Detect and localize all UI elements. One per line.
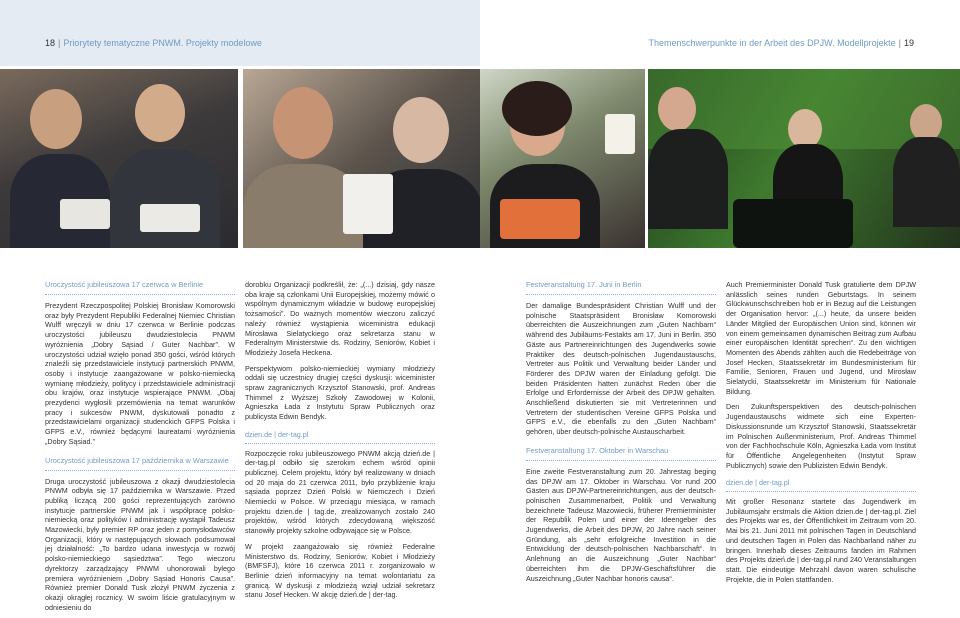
column-3 [526,280,716,589]
heading-berlin-pl: Uroczystość jubileuszowa 17 czerwca w Berlinie [45,280,235,295]
paragraph: Eine zweite Festveranstaltung zum 20. Jahrestag beging das DPJW am 17. Oktober in Warschau. Vor rund 200 Gästen aus DPJW-Partnereinrichtungen, aus der deutsch-polnischen Zusammenarbeit, Politik und Verwaltung bezeichnete Tadeusz Mazowiecki, früherer Premierminister der Republik Polen und einer der Ideengeber des Jugendwerks, die Arbeit des DPJW, 20 Jahre nach seiner Gründung, als „sehr erfolgreiche Investition in die Entwicklung der deutsch-polnischen Nachbarschaft“. In Anlehnung an die Auszeichnung „Guter Nachbar“ überreichten ihm die DPJW-Geschäftsführer die Auszeichnung „Guter Nachbar honoris causa“. [526,466,716,583]
right-page-number: Themenschwerpunkte in der Arbeit des DPJW. Modellprojekte | 19 [648,38,914,48]
paragraph: Mit großer Resonanz startete das Jugendwerk im Jubiläumsjahr erstmals die Aktion dzien.de | der-tag.pl. Ziel des Projekts war es, der Öffentlichkeit im Zeitraum vom 20. Mai bis 21. Juni 2011 mit polnischen Tagen in Deutschland und deutschen Tagen in Polen das Nachbarland näher zu bringen. Innerhalb dieses Zeitraums fanden im Rahmen des Projekts dzień.de | der-tag.pl rund 240 Veranstaltungen statt. Die eindeutige Mehrzahl davon waren schulische Projekte, die in Polen stattfanden. [726,497,916,584]
link-dzien-de[interactable]: dzien.de | der-tag.pl [245,430,435,444]
column-1 [45,280,235,618]
heading-warsaw-pl: Uroczystość jubileuszowa 17 października w Warszawie [45,456,235,471]
column-4 [726,280,916,590]
page-number: 19 [903,38,914,48]
photo-presidents-reading [0,69,238,248]
paragraph: Prezydent Rzeczpospolitej Polskiej Bronisław Komorowski oraz były Prezydent Republiki Federalnej Niemiec Christian Wulff wręczyli w dniu 17 czerwca w Berlinie podczas uroczystości jubileuszu dwudziestolecia PNWM wyróżnienia „Dobry Sąsiad / Guter Nachbar”. W uroczystości udział wzięło ponad 350 gości, wśród których znaleźli się przedstawiciele instytucji partnerskich PNWM, osoby i instytucje zaangażowane w polsko-niemiecką wymianę młodzieży, politycy i przedstawiciele administracji obu krajów, oraz instytucje wspierające PNWM. „Obaj prezydenci wygłosili przemówienia na temat warunków pracy i sukcesów PNWM, dyskutowali ponadto z przedstawicielami organizacji studenckich GFPS Polska i GFPS e.V., również będącymi laureatami wyróżnienia „Dobry Sąsiad.” [45,301,235,446]
left-page-number: 18 | Priorytety tematyczne PNWM. Projekty modelowe [45,38,262,48]
photo-handshake [243,69,480,248]
paragraph: Druga uroczystość jubileuszowa z okazji dwudziestolecia PNWM odbyła się 17 października w Warszawie. Przed publiką liczącą 200 gości reprezentujących zarówno instytucje partnerskie PNWM jak i współpracę polsko-niemiecką oraz polityków i administrację wystąpił Tadeusz Mazowiecki, były premier RP oraz jeden z pomysłodawców Organizacji, który w następujących słowach podsumował jej działalność: „To bardzo udana inwestycja w rozwój polsko-niemieckiego sąsiedztwa”. Tego wieczoru dyrektorzy zarządzający PNWM uhonorowali bylego premiera wyróżnieniem „Dobry Sąsiad Honoris Causa”. Również premier Donald Tusk złożył PNWM życzenia z okazji okrągłej rocznicy. W swoim liście gratulacyjnym w odniesieniu do [45,476,235,612]
left-page-header-band [0,0,480,66]
paragraph: W projekt zaangażowało się również Federalne Ministerstwo ds. Rodziny, Seniorów, Kobiet i Młodzieży (BMFSFJ), które 16 czerwca 2011 r. zorganizowało w Berlinie dzień informacyjny na temat wolontariatu za granicą. W dyskusji z młodzieżą wziął udział sekretarz stanu Josef Hecken. W akcję dzień.de | der-tag. [245,541,435,600]
photo-woman-reading [480,69,645,248]
column-2 [245,280,435,606]
heading-berlin-de: Festveranstaltung 17. Juni in Berlin [526,280,716,295]
paragraph: dorobku Organizacji podkreślił, że: „(...) dzisiaj, gdy nasze oba kraje są członkami Unii Europejskiej, możemy mówić o wspólnym dynamicznym wkładzie w budowę europejskiej tożsamości”. Do ważnych momentów wieczoru zaliczyć należy również wystąpienia wiceministra edukacji Mirosława Sielatyckiego oraz sekretarza stanu w Federalnym Ministerstwie ds. Rodziny, Seniorów, Kobiet i Młodzieży Josefa Heckena. [245,280,435,357]
photo-panel-discussion [648,69,960,248]
paragraph: Rozpoczęcie roku jubileuszowego PNWM akcją dzień.de | der-tag.pl odbiło się szerokim echem wśród opinii publicznej. Celem projektu, który był realizowany w dniach od 20 maja do 21 czerwca 2011, było przybliżenie kraju sąsiada poprzez Dzień Polski w Niemczech i Dzień Niemiecki w Polsce. W przeciągu miesiąca, w ramach projektu dzien.de | tag.de, zrealizowanych zostało 240 projektów, wśród których zdecydowaną większość stanowiły projekty szkolne odbywające się w Polsce. [245,448,435,536]
page-number: 18 [45,38,56,48]
paragraph: Perspektywom polsko-niemieckiej wymiany młodzieży oddali się uczestnicy drugiej części dyskusji: wiceminister spraw zagranicznych Krzysztof Stanowski, prof. Andreas Thimmel z Wyższej Szkoły Zawodowej w Kolonii, Agnieszka Łada z Instytutu Spraw Publicznych oraz publicysta Edwin Bendyk. [245,363,435,422]
heading-warsaw-de: Festveranstaltung 17. Oktober in Warschau [526,446,716,461]
paragraph: Den Zukunftsperspektiven des deutsch-polnischen Jugendaustauschs widmete sich eine Experten-Diskussionsrunde um Krzysztof Stanowski, Staatssekretär im Polnischen Außenministerium, Prof. Andreas Thimmel von der Fachhochschule Köln, Agnieszka Łada vom Institut für Öffentliche Angelegenheiten (Instytut Spraw Publicznych) sowie den Publizisten Edwin Bendyk. [726,402,916,470]
paragraph: Auch Premierminister Donald Tusk gratulierte dem DPJW anlässlich seines runden Geburtstags. In seinem Glückwunschschreiben hob er in Bezug auf die Leistungen der Organisation hervor: „(...) heute, da unsere beiden Länder Mitglied der Europäischen Union sind, können wir von einem gemeinsamen dynamischen Beitrag zum Aufbau einer europäischen Identität sprechen“. Zu den wichtigen Momenten des Abends zählten auch die Redebeiträge von Josef Hecken, Staatssekretär im Bundesministerium für Familie, Senioren, Frauen und Jugend, und Mirosław Sielatycki, Staatssekretär im Ministerium für Nationale Bildung. [726,280,916,396]
section-title: Priorytety tematyczne PNWM. Projekty modelowe [63,38,262,48]
section-title: Themenschwerpunkte in der Arbeit des DPJW. Modellprojekte [648,38,896,48]
paragraph: Der damalige Bundespräsident Christian Wulff und der polnische Staatspräsident Bronisław Komorowski überreichten die Auszeichnungen zum „Guten Nachbarn“ während des Jubiläums-Festakts am 17. Juni in Berlin. 350 Gäste aus Partnereinrichtungen des Jugendwerks sowie Praktiker des deutsch-polnischen Jugendaustauschs, Vertreter aus Politik und Verwaltung beider Länder und Förderer des DPJW waren der Einladung gefolgt. Die beiden Präsidenten hatten zunächst Reden über die Erfolge und Erfordernisse der Arbeit des DPJW gehalten. Anschließend diskutierten sie mit Vertreterinnen und Vertretern der studentischen Vereine GFPS Polska und GFPS e.V., die ebenfalls zu den „Guten Nachbarn“ gehören, über deutsch-polnische Austauscharbeit. [526,301,716,437]
link-dzien-de[interactable]: dzien.de | der-tag.pl [726,478,916,492]
